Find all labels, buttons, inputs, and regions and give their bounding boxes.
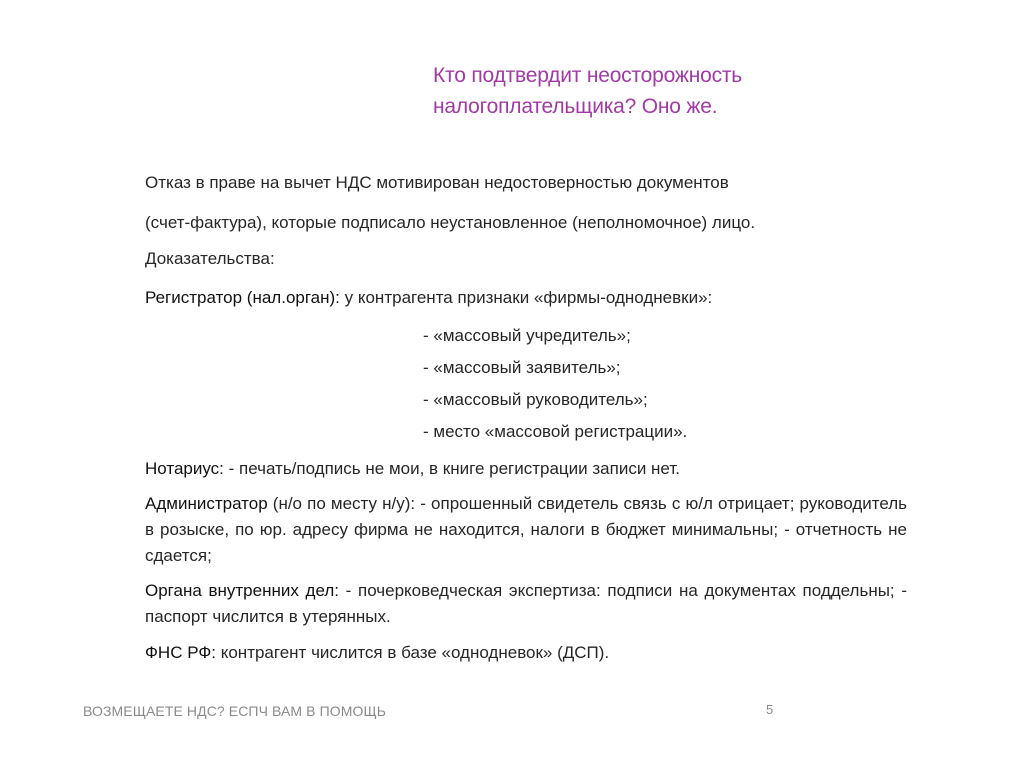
administrator-text: (н/о по месту н/у): - опрошенный свидетель связь с ю/л отрицает; руководитель в розыске, по юр. адресу фирма не находится, налоги в бюджет минимальны; - отчетность не сдается;: [145, 494, 907, 565]
registrar-label: Регистратор (нал.орган):: [145, 288, 340, 307]
footer-text: ВОЗМЕЩАЕТЕ НДС? ЕСПЧ ВАМ В ПОМОЩЬ: [83, 703, 387, 719]
registrar-text: у контрагента признаки «фирмы-однодневки»:: [339, 288, 713, 307]
page-number: 5: [766, 702, 774, 717]
internal-affairs-paragraph: [145, 578, 907, 630]
intro-line-1: Отказ в праве на вычет НДС мотивирован недостоверностью документов: [145, 173, 729, 192]
intro-line-3: Доказательства:: [145, 249, 275, 268]
list-item: - «массовый учредитель»;: [423, 326, 631, 345]
notary-label: Нотариус:: [145, 459, 224, 478]
notary-text: - печать/подпись не мои, в книге регистрации записи нет.: [223, 459, 680, 478]
fns-label: ФНС РФ:: [145, 643, 216, 662]
title-line-2: налогоплательщика? Оно же.: [433, 95, 718, 118]
list-item: - место «массовой регистрации».: [423, 422, 688, 441]
registrar-list: [145, 320, 907, 448]
list-item: - «массовый руководитель»;: [423, 390, 648, 409]
list-item: - «массовый заявитель»;: [423, 358, 621, 377]
fns-text: контрагент числится в базе «однодневок» (ДСП).: [216, 643, 610, 662]
slide-body: [145, 163, 907, 675]
notary-paragraph: [145, 455, 907, 482]
internal-affairs-text: - почерковедческая экспертиза: подписи на документах поддельны; - паспорт числится в утерянных.: [145, 581, 907, 626]
registrar-paragraph: [145, 284, 907, 311]
administrator-paragraph: [145, 491, 907, 569]
internal-affairs-label: Органа внутренних дел:: [145, 581, 339, 600]
slide-title: [433, 60, 953, 122]
fns-paragraph: [145, 639, 907, 666]
title-line-1: Кто подтвердит неосторожность: [433, 64, 743, 87]
administrator-label: Администратор: [145, 494, 268, 513]
intro-line-2: (счет-фактура), которые подписало неустановленное (неполномочное) лицо.: [145, 213, 756, 232]
